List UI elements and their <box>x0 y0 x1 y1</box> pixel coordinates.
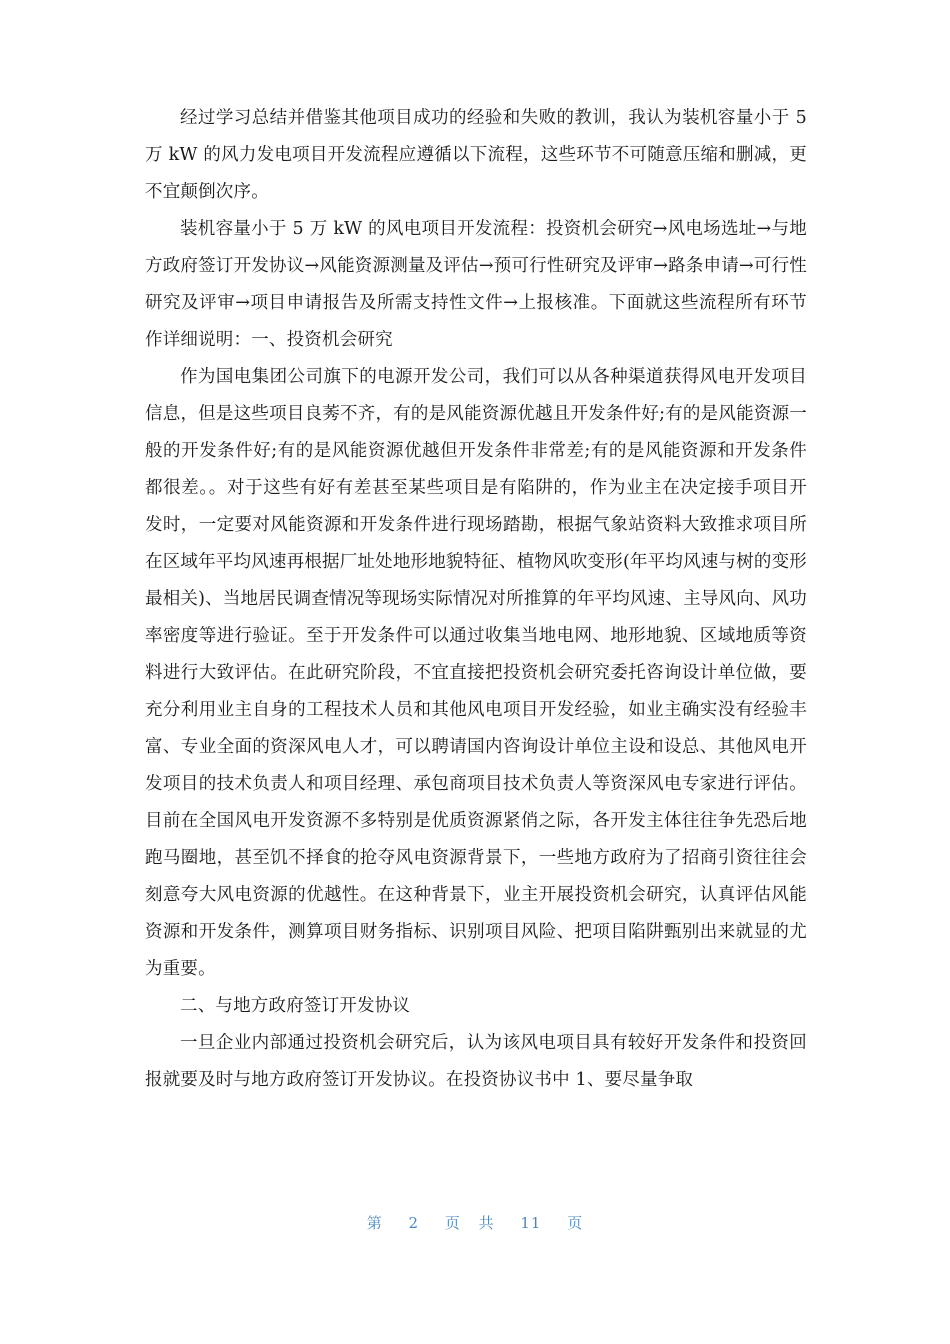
page-footer <box>0 1212 950 1233</box>
paragraph: 装机容量小于 5 万 kW 的风电项目开发流程：投资机会研究→风电场选址→与地方政府签订开发协议→风能资源测量及评估→预可行性研究及评审→路条申请→可行性研究及评审→项目申请报告及所需支持性文件→上报核准。下面就这些流程所有环节作详细说明：一、投资机会研究 <box>145 219 807 350</box>
footer-prefix: 第 <box>366 1214 383 1232</box>
total-page-count: 11 <box>520 1214 542 1232</box>
paragraph: 作为国电集团公司旗下的电源开发公司，我们可以从各种渠道获得风电开发项目信息，但是这些项目良莠不齐，有的是风能资源优越且开发条件好;有的是风能资源一般的开发条件好;有的是风能资源优越但开发条件非常差;有的是风能资源和开发条件都很差。。对于这些有好有差甚至某些项目是有陷阱的，作为业主在决定接手项目开发时，一定要对风能资源和开发条件进行现场踏勘，根据气象站资料大致推求项目所在区域年平均风速再根据厂址处地形地貌特征、植物风吹变形(年平均风速与树的变形最相关)、当地居民调查情况等现场实际情况对所推算的年平均风速、主导风向、风功率密度等进行验证。至于开发条件可以通过收集当地电网、地形地貌、区域地质等资料进行大致评估。在此研究阶段，不宜直接把投资机会研究委托咨询设计单位做，要充分利用业主自身的工程技术人员和其他风电项目开发经验，如业主确实没有经验丰富、专业全面的资深风电人才，可以聘请国内咨询设计单位主设和设总、其他风电开发项目的技术负责人和项目经理、承包商项目技术负责人等资深风电专家进行评估。目前在全国风电开发资源不多特别是优质资源紧俏之际，各开发主体往往争先恐后地跑马圈地，甚至饥不择食的抢夺风电资源背景下，一些地方政府为了招商引资往往会刻意夸大风电资源的优越性。在这种背景下，业主开展投资机会研究，认真评估风能资源和开发条件，测算项目财务指标、识别项目风险、把项目陷阱甄别出来就显的尤为重要。 <box>145 367 807 979</box>
paragraph: 一旦企业内部通过投资机会研究后，认为该风电项目具有较好开发条件和投资回报就要及时与地方政府签订开发协议。在投资协议书中 1、要尽量争取 <box>145 1033 807 1090</box>
current-page-number: 2 <box>408 1214 420 1232</box>
section-heading: 二、与地方政府签订开发协议 <box>180 996 411 1016</box>
footer-mid: 页 共 <box>444 1214 495 1232</box>
document-body <box>145 100 807 1099</box>
paragraph: 经过学习总结并借鉴其他项目成功的经验和失败的教训，我认为装机容量小于 5 万 kW 的风力发电项目开发流程应遵循以下流程，这些环节不可随意压缩和删减，更不宜颠倒次序。 <box>145 108 807 202</box>
footer-suffix: 页 <box>567 1214 584 1232</box>
